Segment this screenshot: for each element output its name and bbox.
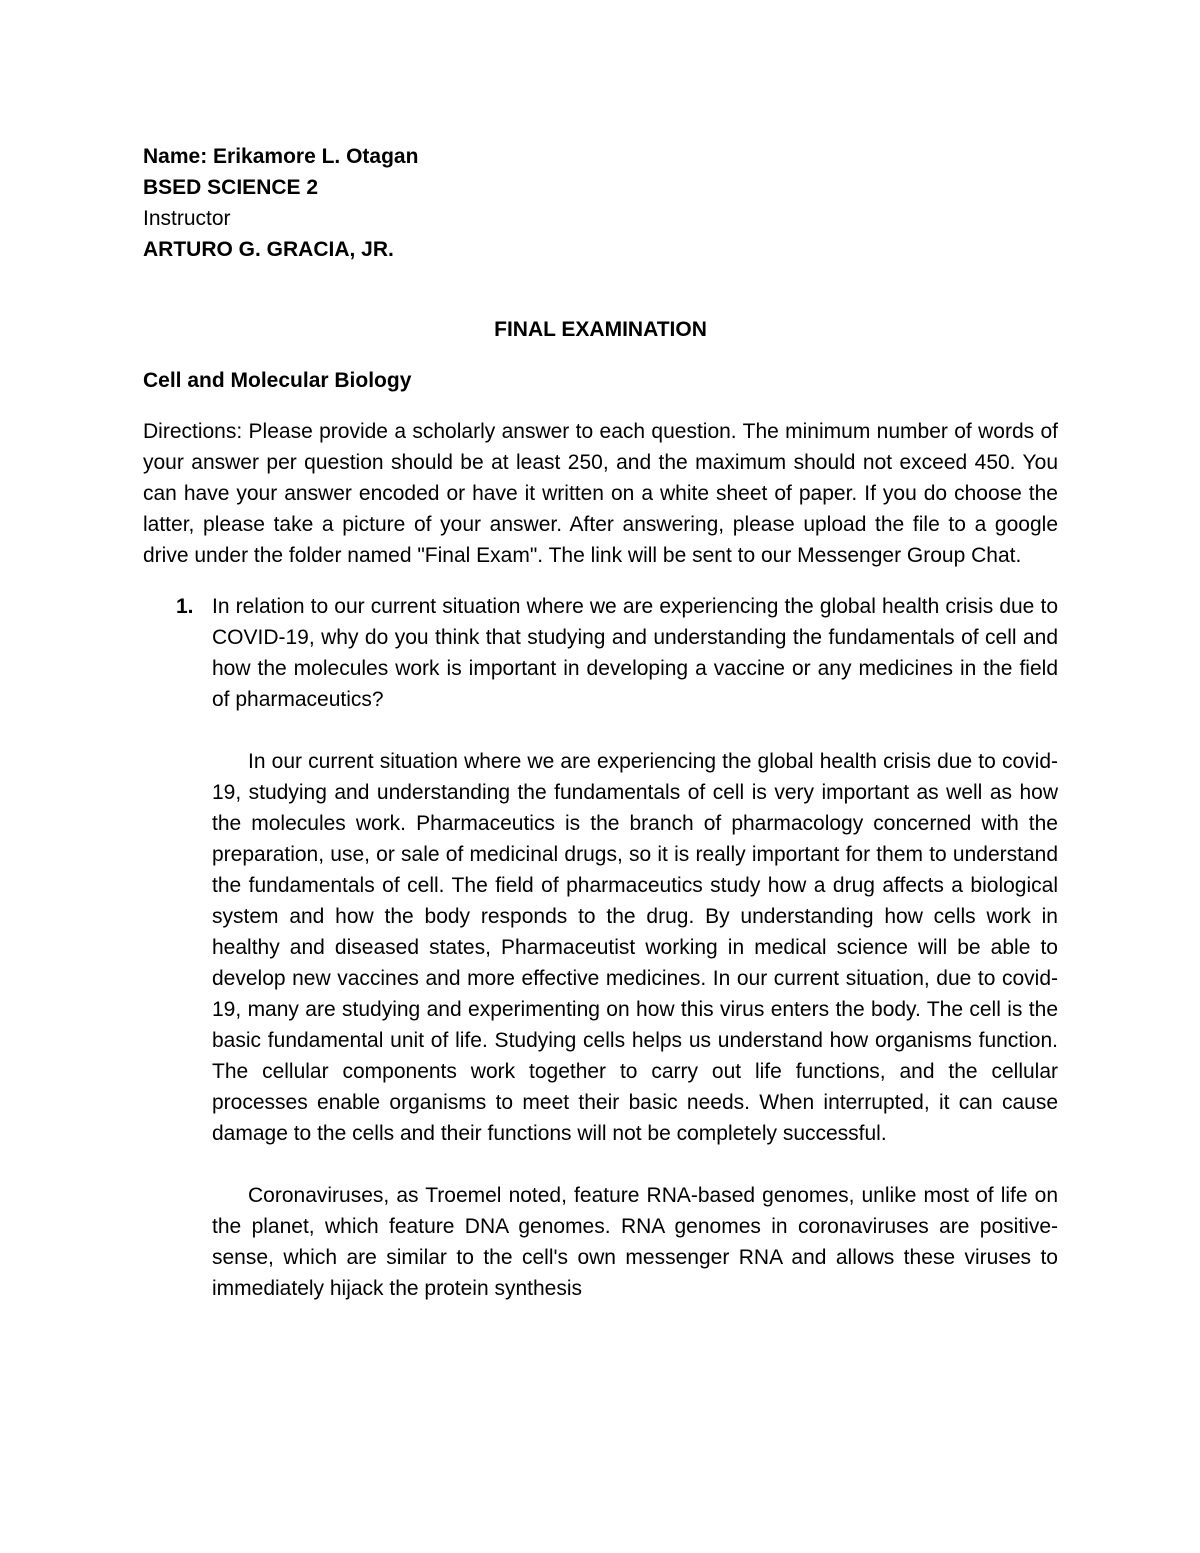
question-1 bbox=[143, 591, 1058, 715]
question-text: In relation to our current situation where we are experiencing the global health crisis due to COVID-19, why do you think that studying and understanding the fundamentals of cell and how the molecules work is important in developing a vaccine or any medicines in the field of pharmaceutics? bbox=[212, 595, 1058, 711]
exam-title: FINAL EXAMINATION bbox=[494, 318, 707, 341]
answer-paragraph-2: Coronaviruses, as Troemel noted, feature RNA-based genomes, unlike most of life on the planet, which feature DNA genomes. RNA genomes in coronaviruses are positive-sense, which are similar to the cell's own messenger RNA and allows these viruses to immediately hijack the protein synthesis bbox=[212, 1184, 1058, 1300]
student-name: : Erikamore L. Otagan bbox=[200, 145, 419, 168]
directions-paragraph: Directions: Please provide a scholarly answer to each question. The minimum number of words of your answer per question should be at least 250, and the maximum should not exceed 450. You can have your answer encoded or have it written on a white sheet of paper. If you do choose the latter, please take a picture of your answer. After answering, please upload the file to a google drive under the folder named "Final Exam". The link will be sent to our Messenger Group Chat. bbox=[143, 420, 1058, 567]
instructor-label: Instructor bbox=[143, 207, 231, 230]
answer-paragraph-1: In our current situation where we are experiencing the global health crisis due to covid-19, studying and understanding the fundamentals of cell is very important as well as how the molecules work. Pharmaceutics is the branch of pharmacology concerned with the preparation, use, or sale of medicinal drugs, so it is really important for them to understand the fundamentals of cell. The field of pharmaceutics study how a drug affects a biological system and how the body responds to the drug. By understanding how cells work in healthy and diseased states, Pharmaceutist working in medical science will be able to develop new vaccines and more effective medicines. In our current situation, due to covid-19, many are studying and experimenting on how this virus enters the body. The cell is the basic fundamental unit of life. Studying cells helps us understand how organisms function. The cellular components work together to carry out life functions, and the cellular processes enable organisms to meet their basic needs. When interrupted, it can cause damage to the cells and their functions will not be completely successful. bbox=[212, 750, 1058, 1145]
question-number: 1. bbox=[176, 595, 194, 618]
instructor-name: ARTURO G. GRACIA, JR. bbox=[143, 238, 394, 261]
name-label: Name bbox=[143, 145, 201, 168]
student-name-line bbox=[143, 141, 1058, 172]
course-line: BSED SCIENCE 2 bbox=[143, 176, 319, 199]
subject-heading: Cell and Molecular Biology bbox=[143, 369, 412, 392]
document-content bbox=[143, 141, 1058, 1304]
